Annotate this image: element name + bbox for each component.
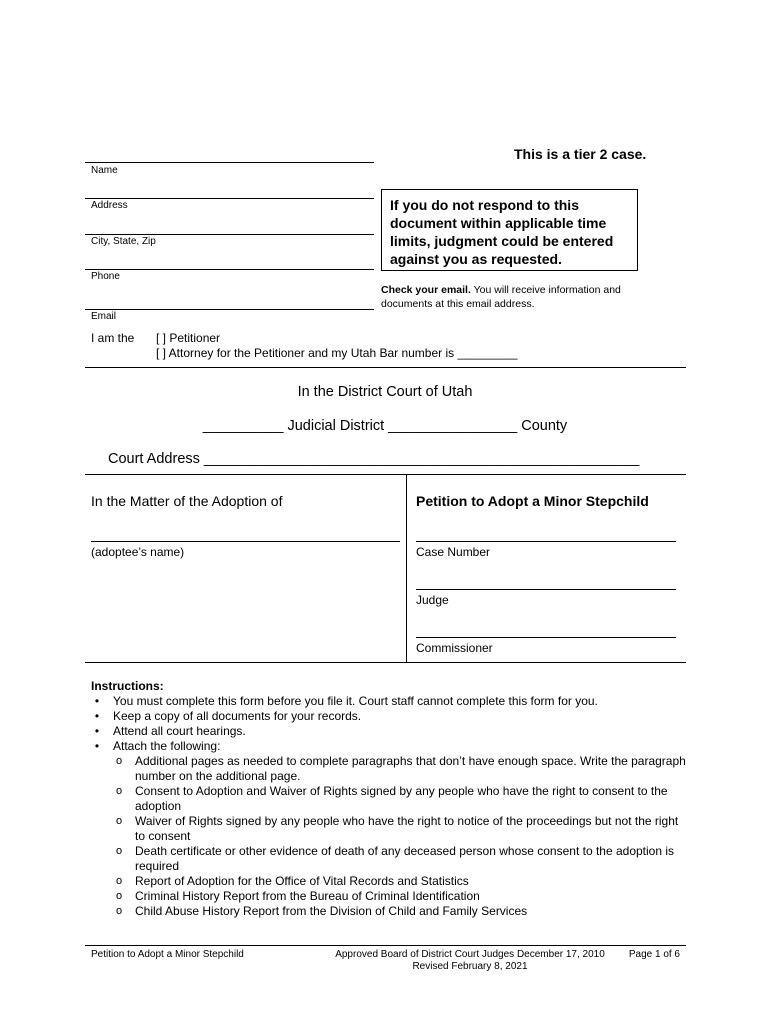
caption-top-divider (85, 474, 686, 475)
court-address-line[interactable]: Court Address ______________________________________________________ (108, 451, 640, 467)
adoptee-name-line[interactable] (91, 541, 400, 542)
address-line[interactable] (85, 198, 374, 199)
instruction-bullet (91, 694, 691, 709)
attachment-text: Death certificate or other evidence of death of any deceased person whose consent to the adoption is required (135, 844, 675, 873)
judge-label: Judge (416, 593, 449, 607)
instruction-text: Keep a copy of all documents for your records. (113, 709, 362, 723)
sub-bullet-marker: o (115, 845, 123, 857)
attachment-item (91, 814, 691, 844)
sub-bullet-marker: o (115, 875, 123, 887)
attachment-item (91, 784, 691, 814)
petitioner-checkbox[interactable]: [ ] Petitioner (156, 331, 221, 345)
attachment-text: Report of Adoption for the Office of Vital Records and Statistics (135, 874, 469, 888)
instructions (91, 679, 691, 919)
response-warning-text: If you do not respond to this document within applicable time limits, judgment could be entered against you as requested. (390, 197, 614, 267)
email-label: Email (91, 311, 117, 322)
footer-form-title: Petition to Adopt a Minor Stepchild (91, 949, 244, 960)
bullet-marker: • (94, 724, 100, 738)
footer-approval (300, 949, 640, 973)
attachment-item (91, 874, 691, 889)
instruction-text: You must complete this form before you file it. Court staff cannot complete this form for you. (113, 694, 598, 708)
check-email-bold: Check your email. (381, 284, 471, 296)
attachment-text: Waiver of Rights signed by any people who have the right to notice of the proceedings but not the right to consent (135, 814, 679, 843)
attachment-item (91, 844, 691, 874)
response-warning-box (381, 189, 638, 271)
caption-vertical-divider (406, 474, 407, 662)
court-title: In the District Court of Utah (297, 384, 473, 400)
judicial-district-line[interactable]: __________ Judicial District ________________ County (202, 418, 568, 434)
attachment-text: Additional pages as needed to complete paragraphs that don’t have enough space. Write the paragraph number on the additional page. (135, 754, 686, 783)
footer-approval-date: Approved Board of District Court Judges December 17, 2010 (335, 949, 605, 960)
sub-bullet-marker: o (115, 755, 123, 767)
tier-notice: This is a tier 2 case. (514, 146, 647, 162)
instruction-bullet (91, 724, 691, 739)
check-email-note (381, 283, 661, 311)
case-number-label: Case Number (416, 545, 491, 559)
footer-divider (85, 945, 686, 946)
city-state-zip-label: City, State, Zip (91, 236, 156, 247)
city-state-zip-line[interactable] (85, 234, 374, 235)
attachment-item (91, 889, 691, 904)
petition-title: Petition to Adopt a Minor Stepchild (416, 493, 649, 509)
header-divider (85, 367, 686, 368)
instructions-heading: Instructions: (91, 679, 164, 693)
commissioner-line[interactable] (416, 637, 676, 638)
bullet-marker: • (94, 694, 100, 708)
commissioner-label: Commissioner (416, 641, 493, 655)
name-line[interactable] (85, 162, 374, 163)
instruction-text: Attach the following: (113, 739, 221, 753)
instruction-bullet (91, 709, 691, 724)
attachment-text: Consent to Adoption and Waiver of Rights signed by any people who have the right to consent to the adoption (135, 784, 668, 813)
phone-label: Phone (91, 271, 120, 282)
attachment-item (91, 754, 691, 784)
name-label: Name (91, 165, 118, 176)
footer-revised-date: Revised February 8, 2021 (412, 961, 528, 972)
instruction-bullet (91, 739, 691, 754)
address-label: Address (91, 200, 128, 211)
attachment-text: Criminal History Report from the Bureau of Criminal Identification (135, 889, 480, 903)
bullet-marker: • (94, 739, 100, 753)
judge-line[interactable] (416, 589, 676, 590)
check-email-text: You will receive information and documents at this email address. (381, 284, 621, 310)
i-am-the-label: I am the (91, 331, 135, 345)
instruction-text: Attend all court hearings. (113, 724, 246, 738)
caption-bottom-divider (85, 662, 686, 663)
attachment-text: Child Abuse History Report from the Division of Child and Family Services (135, 904, 528, 918)
bullet-marker: • (94, 709, 100, 723)
footer-page-number: Page 1 of 6 (628, 949, 680, 960)
sub-bullet-marker: o (115, 905, 123, 917)
case-number-line[interactable] (416, 541, 676, 542)
sub-bullet-marker: o (115, 815, 123, 827)
phone-line[interactable] (85, 269, 374, 270)
adoptee-name-label: (adoptee’s name) (91, 545, 185, 559)
email-line[interactable] (85, 309, 374, 310)
sub-bullet-marker: o (115, 890, 123, 902)
attachment-item (91, 904, 691, 919)
matter-of-adoption: In the Matter of the Adoption of (91, 493, 283, 509)
attorney-checkbox[interactable]: [ ] Attorney for the Petitioner and my Utah Bar number is _________ (156, 346, 518, 360)
sub-bullet-marker: o (115, 785, 123, 797)
